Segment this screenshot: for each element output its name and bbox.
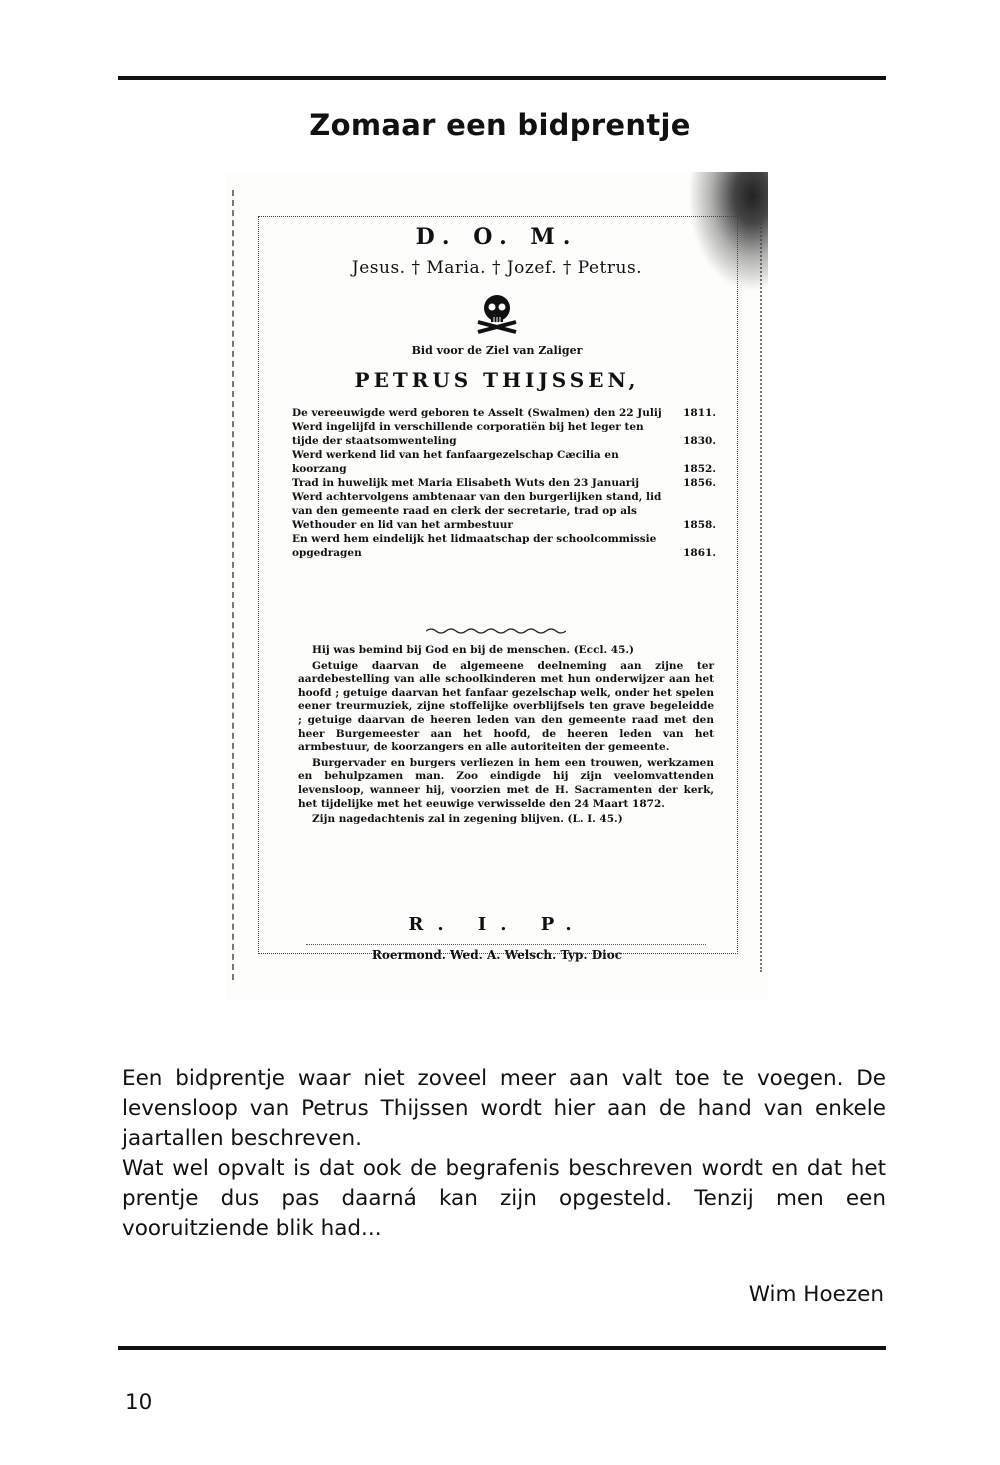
card-biography	[292, 406, 716, 560]
card-right-edge	[760, 212, 764, 972]
card-closing: R. I. P.	[408, 914, 586, 935]
page-number: 10	[125, 1390, 153, 1415]
biography-entry: Werd achtervolgens ambtenaar van den burgerlijken stand, lid van den gemeente raad en clerk der secretarie, trad op als Wethouder en lid van het armbestuur 1858.	[292, 491, 716, 531]
ornament-divider	[426, 627, 566, 635]
eulogy-paragraph: Hij was bemind bij God en bij de menschen. (Eccl. 45.)	[312, 644, 634, 656]
card-eulogy	[298, 644, 714, 829]
caption-paragraph: Een bidprentje waar niet zoveel meer aan valt toe te voegen. De levensloop van Petrus Thijssen wordt hier aan de hand van enkele jaartallen beschreven.	[122, 1066, 886, 1151]
biography-entry: Trad in huwelijk met Maria Elisabeth Wuts den 23 Januarij 1856.	[292, 477, 716, 489]
eulogy-paragraph: Getuige daarvan de algemeene deelneming aan zijne ter aardebestelling van alle schoolkinderen met hun onderwijzer aan het hoofd ; getuige daarvan het fanfaar gezelschap welk, onder het spelen eener treurmuziek, zijne stoffelijke overblijfsels ten grave begeleidde ; getuige daarvan de heeren leden van den gemeente raad met den heer Burgemeester aan het hoofd, de heeren leden van het armbestuur, de koorzangers en alle autoriteiten der gemeente.	[298, 659, 714, 754]
eulogy-paragraph: Zijn nagedachtenis zal in zegening blijven. (L. I. 45.)	[312, 813, 623, 826]
caption-text	[122, 1064, 886, 1244]
biography-entry: De vereeuwigde werd geboren te Asselt (Swalmen) den 22 Julij 1811.	[292, 407, 716, 419]
biography-entry: Werd werkend lid van het fanfaargezelschap Cæcilia en koorzang 1852.	[292, 449, 716, 475]
top-rule	[118, 76, 886, 80]
page-title: Zomaar een bidprentje	[309, 108, 691, 142]
biography-entry: En werd hem eindelijk het lidmaatschap der schoolcommissie opgedragen 1861.	[292, 533, 716, 559]
card-deceased-name: PETRUS THIJSSEN,	[354, 368, 640, 392]
author-name: Wim Hoezen	[748, 1282, 884, 1307]
caption-paragraph: Wat wel opvalt is dat ook de begrafenis beschreven wordt en dat het prentje dus pas daarná kan zijn opgesteld. Tenzij men een vooruitziende blik had...	[122, 1156, 886, 1241]
card-left-edge	[232, 190, 236, 980]
biography-entry: Werd ingelijfd in verschillende corporatiën bij het leger ten tijde der staatsomwenteling 1830.	[292, 421, 716, 447]
bottom-rule	[118, 1346, 886, 1350]
card-prayer-line: Bid voor de Ziel van Zaliger	[411, 344, 583, 357]
card-header: D. O. M.	[415, 224, 579, 250]
card-holy-names: Jesus. † Maria. † Jozef. † Petrus.	[351, 258, 643, 278]
card-printer-line: Roermond. Wed. A. Welsch. Typ. Dioc	[371, 948, 623, 962]
skull-crossbones-icon	[474, 292, 520, 334]
printer-separator	[306, 944, 706, 945]
eulogy-paragraph: Burgervader en burgers verliezen in hem een trouwen, werkzamen en behulpzamen man. Zoo eindigde hij zijn veelomvattenden levensloop, wanneer hij, voorzien met de H. Sacramenten der kerk, het tijdelijke met het eeuwige verwisselde den 24 Maart 1872.	[298, 756, 714, 810]
prayer-card-scan	[226, 172, 768, 1000]
